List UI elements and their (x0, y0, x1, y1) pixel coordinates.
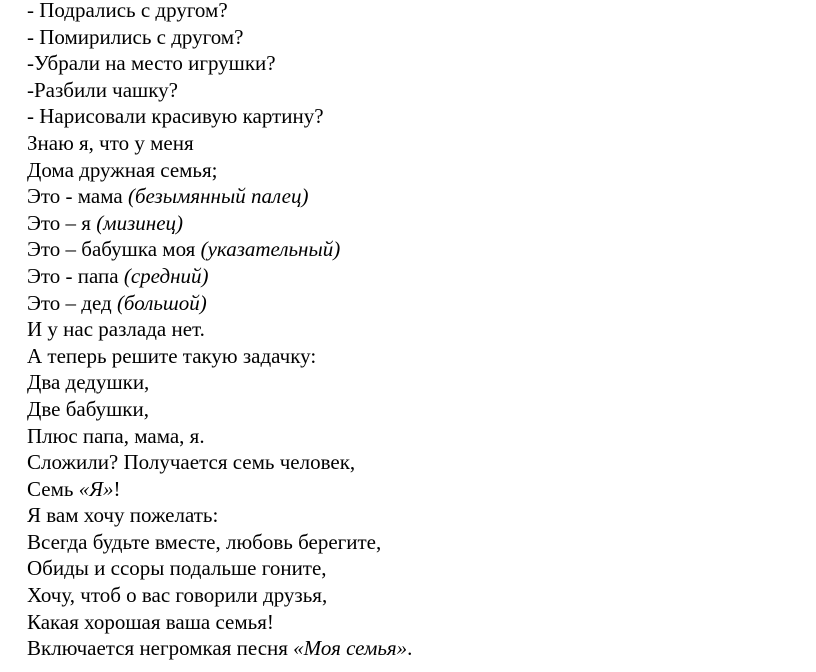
line-text: Это - мама (27, 184, 128, 209)
text-line (27, 24, 807, 51)
line-text: Я вам хочу пожелать: (27, 503, 219, 528)
line-italic-note: «Я» (78, 476, 114, 501)
text-line (27, 236, 807, 263)
text-line (27, 316, 807, 343)
line-text: Две бабушки, (27, 396, 149, 421)
line-text: -Убрали на место игрушки? (27, 51, 276, 76)
line-text: Дома дружная семья; (27, 157, 218, 182)
text-line (27, 396, 807, 423)
line-text: Это – я (27, 210, 97, 235)
line-text: А теперь решите такую задачку: (27, 343, 317, 368)
line-text: Какая хорошая ваша семья! (27, 609, 274, 634)
text-line (27, 582, 807, 609)
text-line (27, 77, 807, 104)
text-line (27, 635, 807, 662)
text-line (27, 555, 807, 582)
text-line (27, 0, 807, 24)
line-italic-note: (указательный) (200, 237, 341, 262)
text-line (27, 157, 807, 184)
line-text: Знаю я, что у меня (27, 130, 194, 155)
line-text: Хочу, чтоб о вас говорили друзья, (27, 583, 328, 608)
line-text: Это - папа (27, 263, 124, 288)
text-line (27, 423, 807, 450)
text-line (27, 369, 807, 396)
text-line (27, 476, 807, 503)
line-italic-note: (средний) (123, 263, 209, 288)
line-text: Два дедушки, (27, 370, 150, 395)
line-text: Это – дед (27, 290, 117, 315)
line-italic-note: (большой) (116, 290, 207, 315)
text-line (27, 502, 807, 529)
line-text: Плюс папа, мама, я. (27, 423, 205, 448)
text-line (27, 449, 807, 476)
line-text: Сложили? Получается семь человек, (27, 450, 356, 475)
text-line (27, 263, 807, 290)
line-text-after: ! (113, 476, 121, 501)
line-text: - Нарисовали красивую картину? (27, 104, 324, 129)
line-text: Это – бабушка моя (27, 237, 201, 262)
line-text-after: . (407, 636, 413, 661)
line-text: Всегда будьте вместе, любовь берегите, (27, 529, 382, 554)
text-line (27, 130, 807, 157)
line-text: Включается негромкая песня (27, 636, 294, 661)
document-page (27, 0, 807, 662)
text-line (27, 529, 807, 556)
text-line (27, 343, 807, 370)
line-text: Семь (27, 476, 79, 501)
line-italic-note: «Моя семья» (293, 636, 408, 661)
line-text: И у нас разлада нет. (27, 317, 205, 342)
line-italic-note: (мизинец) (96, 210, 184, 235)
text-line (27, 103, 807, 130)
text-line (27, 183, 807, 210)
line-text: - Подрались с другом? (27, 0, 228, 22)
line-italic-note: (безымянный палец) (127, 184, 309, 209)
text-line (27, 290, 807, 317)
text-line (27, 210, 807, 237)
line-text: -Разбили чашку? (27, 77, 178, 102)
text-line (27, 609, 807, 636)
line-text: - Помирились с другом? (27, 24, 244, 49)
text-line (27, 50, 807, 77)
line-text: Обиды и ссоры подальше гоните, (27, 556, 327, 581)
